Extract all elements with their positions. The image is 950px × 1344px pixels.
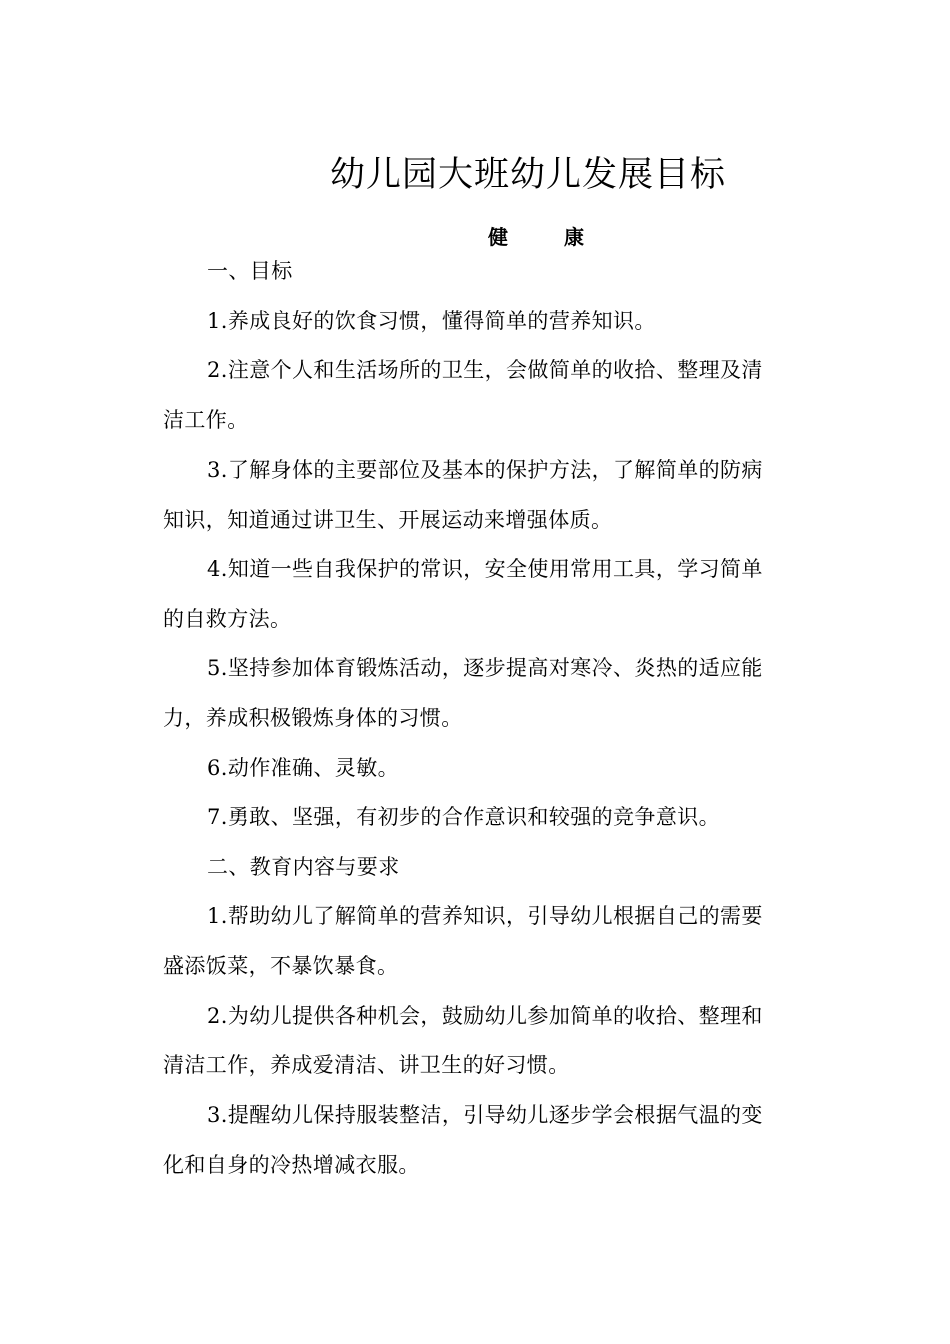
paragraph-line: 2.为幼儿提供各种机会，鼓励幼儿参加简单的收拾、整理和: [207, 1004, 763, 1028]
paragraph-line: 5.坚持参加体育锻炼活动，逐步提高对寒冷、炎热的适应能: [207, 656, 763, 680]
paragraph-line: 4.知道一些自我保护的常识，安全使用常用工具，学习简单: [207, 557, 763, 581]
section-heading-char-2: 康: [564, 225, 584, 249]
paragraph-line: 7.勇敢、坚强，有初步的合作意识和较强的竞争意识。: [207, 805, 721, 829]
document-title: 幼儿园大班幼儿发展目标: [330, 155, 727, 195]
paragraph-line: 知识，知道通过讲卫生、开展运动来增强体质。: [163, 508, 613, 532]
paragraph-line: 洁工作。: [163, 408, 249, 432]
paragraph-line: 3.提醒幼儿保持服装整洁，引导幼儿逐步学会根据气温的变: [207, 1103, 763, 1127]
paragraph-line: 力，养成积极锻炼身体的习惯。: [163, 706, 463, 730]
paragraph-line: 盛添饭菜，不暴饮暴食。: [163, 954, 399, 978]
paragraph-line: 3.了解身体的主要部位及基本的保护方法，了解简单的防病: [207, 458, 763, 482]
paragraph-line: 1.养成良好的饮食习惯，懂得简单的营养知识。: [207, 309, 656, 333]
section-heading-health: [488, 222, 584, 252]
heading-objectives: 一、目标: [207, 259, 293, 283]
paragraph-line: 清洁工作，养成爱清洁、讲卫生的好习惯。: [163, 1053, 570, 1077]
paragraph-line: 1.帮助幼儿了解简单的营养知识，引导幼儿根据自己的需要: [207, 904, 763, 928]
heading-content-requirements: 二、教育内容与要求: [207, 855, 400, 879]
paragraph-line: 化和自身的冷热增减衣服。: [163, 1153, 420, 1177]
paragraph-line: 2.注意个人和生活场所的卫生，会做简单的收拾、整理及清: [207, 358, 763, 382]
section-heading-char-1: 健: [488, 225, 508, 249]
paragraph-line: 的自救方法。: [163, 607, 292, 631]
paragraph-line: 6.动作准确、灵敏。: [207, 756, 400, 780]
